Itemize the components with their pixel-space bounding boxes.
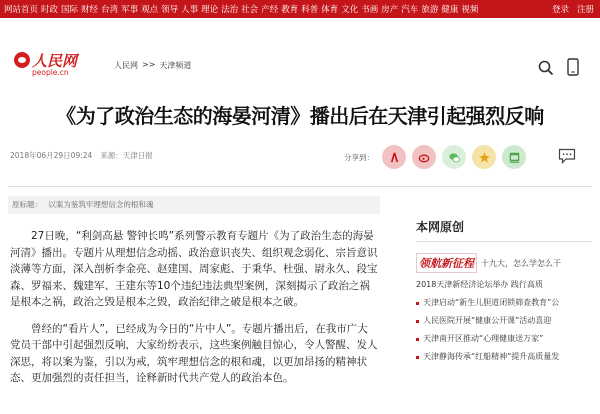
nav-item[interactable]: 理论	[201, 5, 219, 15]
register-link[interactable]: 注册	[576, 5, 594, 15]
article-meta	[10, 150, 161, 161]
nav-item[interactable]: 旅游	[421, 5, 439, 15]
nav-item[interactable]: 观点	[141, 5, 159, 15]
share-weibo-button[interactable]	[412, 145, 436, 169]
nav-item[interactable]: 房产	[381, 5, 399, 15]
sidebar-item[interactable]: 人民医院开展“健康公开课”活动喜迎	[416, 314, 592, 328]
nav-items	[4, 3, 481, 15]
share-wechat-button[interactable]	[442, 145, 466, 169]
breadcrumb-home[interactable]: 人民网	[114, 61, 138, 70]
sidebar-banner[interactable]	[416, 252, 592, 274]
breadcrumb-channel[interactable]: 天津频道	[159, 61, 192, 70]
share-label: 分享到：	[344, 153, 374, 162]
logo-subtext: people.cn	[32, 68, 69, 77]
sidebar-item[interactable]: 2018天津新经济论坛举办 践行高质	[416, 280, 543, 289]
comment-icon[interactable]	[558, 148, 576, 164]
banner-badge: 领航新征程	[416, 253, 477, 273]
sidebar-original-content	[416, 218, 592, 368]
original-title-text: 以案为鉴筑牢理想信念的根和魂	[48, 200, 154, 209]
nav-item[interactable]: 国际	[61, 5, 79, 15]
nav-item[interactable]: 社会	[241, 5, 259, 15]
account-links	[544, 0, 594, 18]
header-divider	[8, 186, 592, 187]
share-douban-button[interactable]	[502, 145, 526, 169]
search-icon[interactable]	[538, 60, 554, 76]
original-title-bar	[8, 196, 380, 214]
publish-date: 2018年06月29日09:24	[10, 151, 93, 160]
nav-item[interactable]: 财经	[81, 5, 99, 15]
nav-item[interactable]: 网站首页	[4, 5, 39, 15]
sidebar-list	[416, 252, 592, 364]
people-share-icon	[388, 151, 401, 164]
banner-text: 十九大，怎么学怎么干	[481, 258, 561, 268]
sidebar-title: 本网原创	[416, 218, 592, 242]
nav-item[interactable]: 产经	[261, 5, 279, 15]
mobile-icon[interactable]	[566, 58, 580, 76]
wechat-icon	[448, 151, 461, 164]
sidebar-item[interactable]: 天津启动“新生儿胆道闭锁筛查教育”公	[416, 296, 592, 310]
top-navigation-bar	[0, 0, 600, 18]
nav-item[interactable]: 体育	[321, 5, 339, 15]
article-title: 《为了政治生态的海晏河清》播出后在天津引起强烈反响	[56, 104, 544, 128]
logo-text: 人民网	[32, 52, 78, 70]
breadcrumb-separator: >>	[142, 60, 156, 69]
article-source[interactable]: 来源：天津日报	[100, 151, 153, 160]
douban-icon	[508, 151, 521, 164]
nav-item[interactable]: 书画	[361, 5, 379, 15]
nav-item[interactable]: 时政	[41, 5, 59, 15]
nav-item[interactable]: 汽车	[401, 5, 419, 15]
weibo-icon	[418, 151, 431, 164]
nav-item[interactable]: 领导	[161, 5, 179, 15]
nav-item[interactable]: 人事	[181, 5, 199, 15]
nav-item[interactable]: 健康	[441, 5, 459, 15]
nav-item[interactable]: 军事	[121, 5, 139, 15]
share-qzone-button[interactable]	[472, 145, 496, 169]
article-body	[10, 228, 378, 397]
nav-item[interactable]: 科普	[301, 5, 319, 15]
article-paragraph: 曾经的“看片人”，已经成为今日的“片中人”。专题片播出后，在我市广大党员干部中引起强烈反响，大家纷纷表示，这些案例触目惊心，令人警醒、发人深思，将以案为鉴，引以为戒，筑牢理想信念的根和魂，以更加昂扬的精神状态、更加强烈的责任担当，诠释新时代共产党人的政治本色。	[10, 322, 378, 384]
sidebar-item[interactable]: 天津南开区推动“心理健康送万家”	[416, 332, 592, 346]
people-logo[interactable]	[14, 50, 84, 84]
nav-item[interactable]: 教育	[281, 5, 299, 15]
nav-item[interactable]: 视频	[461, 5, 479, 15]
nav-item[interactable]: 台湾	[101, 5, 119, 15]
site-header	[0, 50, 600, 84]
breadcrumb	[114, 60, 195, 71]
article-paragraph: 27日晚，“利剑高悬 警钟长鸣”系列警示教育专题片《为了政治生态的海晏河清》播出。专题片从理想信念动摇、政治意识丧失、组织观念弱化、宗旨意识淡薄等方面，深入剖析李金亮、赵建国、周家彪、于秉华、杜强、尉永久、段宝森、罗福来、魏建军、王建东等10个违纪违法典型案例，深刻揭示了政治之祸是根本之祸，政治之毁是根本之毁，政治纪律之破是根本之破。	[10, 230, 378, 308]
login-link[interactable]: 登录	[551, 5, 569, 15]
sidebar-item[interactable]: 天津静海传承“红船精神”提升高质量发	[416, 350, 592, 364]
nav-item[interactable]: 文化	[341, 5, 359, 15]
logo-emblem	[14, 52, 30, 68]
share-people-button[interactable]	[382, 145, 406, 169]
nav-item[interactable]: 法治	[221, 5, 239, 15]
qzone-star-icon	[478, 151, 491, 164]
original-title-label: 原标题：	[12, 200, 42, 209]
